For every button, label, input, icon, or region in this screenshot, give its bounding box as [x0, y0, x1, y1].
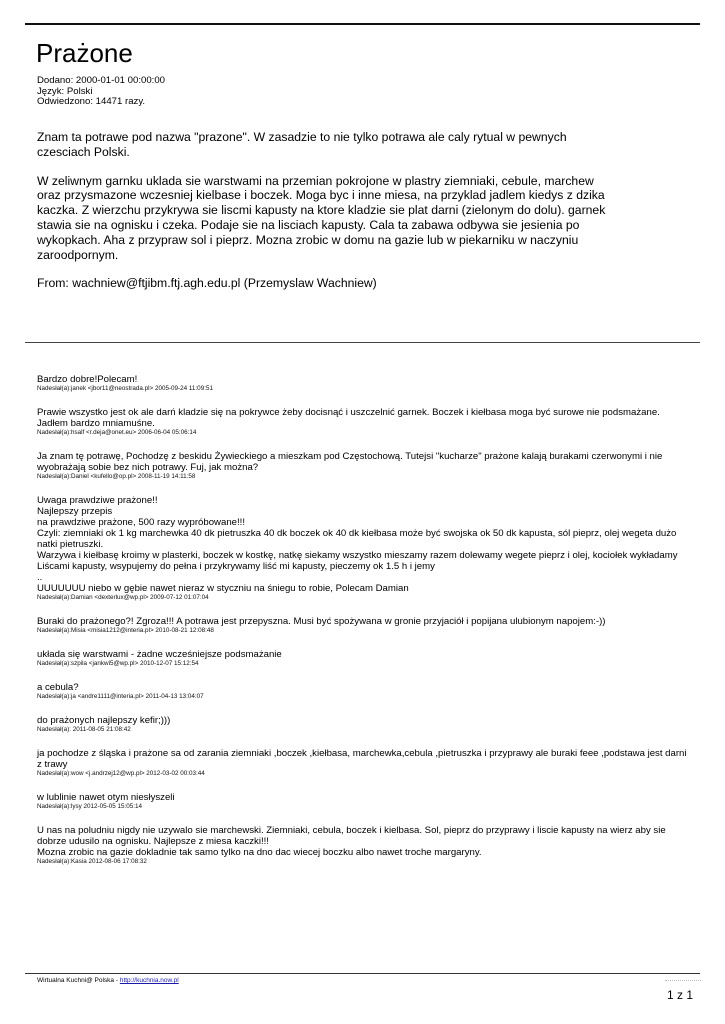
section-divider — [25, 342, 700, 343]
footer-rule — [25, 973, 700, 974]
page-counter: 1 z 1 — [666, 988, 693, 1002]
comment-text: a cebula? — [37, 682, 79, 693]
comment — [37, 715, 687, 734]
comment-author: Nadesłał(a):Kasia 2012-08-06 17:08:32 — [37, 858, 147, 865]
comment — [37, 792, 687, 811]
meta-visits: Odwiedzono: 14471 razy. — [37, 96, 146, 108]
comments-list — [37, 374, 687, 880]
comment — [37, 825, 687, 866]
comment-text: Ja znam tę potrawę, Pochodzę z beskidu Żywieckiego a mieszkam pod Częstochową. Tutejsi "kucharze" prażone kalają burakami czerwonymi i nie wyobrażają sobie bez nich potrawy. Fuj, jak można? — [37, 451, 663, 473]
comment-author: Nadesłał(a):janek <jbor11@neostrada.pl> 2005-09-24 11:09:51 — [37, 385, 213, 392]
footer-mark — [665, 980, 701, 981]
comment — [37, 649, 687, 668]
comment — [37, 616, 687, 635]
comment-text: ja pochodze z śląska i prażone sa od zarania ziemniaki ,boczek ,kiełbasa, marchewka,cebula ,pietruszka i przyprawy ale buraki feee ,podstawa jest darni z trawy — [37, 748, 687, 770]
comment — [37, 407, 687, 437]
comment — [37, 682, 687, 701]
comment-text: Prawie wszystko jest ok ale darń kladzie się na pokrywce żeby docisnąć i uszczelnić garnek. Boczek i kiełbasa moga być surowe nie podsmażane. Jadłem bardzo mniamuśne. — [37, 407, 660, 429]
footer-label: Wirtualna Kuchni@ Polska - — [37, 977, 120, 984]
recipe-body — [37, 130, 607, 305]
meta-added: Dodano: 2000-01-01 00:00:00 — [37, 75, 166, 86]
comment-text: U nas na poludniu nigdy nie uzywalo sie marchewski. Ziemniaki, cebula, boczek i kielbasa. Sol, pieprz do przyprawy i liscie kapusty na wierz aby sie dobrze udusilo na ognisku. Najlepsze z miesa kaczki!!! Mozna zrobic na gazie dokladnie tak samo tylko na dno dac wiecej boczku albo nawet troche margaryny. — [37, 825, 666, 858]
meta-language: Język: Polski — [37, 85, 93, 97]
comment — [37, 748, 687, 778]
footer — [37, 977, 179, 985]
comment-author: Nadesłał(a):Misia <misia1212@interia.pl> 2010-08-21 12:08:48 — [37, 627, 214, 634]
recipe-instructions: W zeliwnym garnku uklada sie warstwami na przemian pokrojone w plastry ziemniaki, cebule, marchew oraz przysmazone wczesniej kielbase i boczek. Moga byc i inne miesa, na przyklad jadlem kiedys z dzika kaczka. Z wierzchu przykrywa sie liscmi kapusty na ktore kladzie sie plat darni (zielonym do dolu). garnek stawia sie na ognisku i czeka. Podaje sie na lisciach kapusty. Cala ta zabawa odbywa sie jesienia po wykopkach. Aha z przypraw sol i pieprz. Mozna zrobic w domu na gazie lub w piekarniku w naczyniu zaroodpornym. — [37, 173, 606, 262]
comment-text: Bardzo dobre!Polecam! — [37, 374, 138, 385]
comment-text: Uwaga prawdziwe prażone!! Najlepszy przepis na prawdziwe prażone, 500 razy wypróbowane!!! Czyli: ziemniaki ok 1 kg marchewka 40 dk pietruszka 40 dk boczek ok 40 dk kiełbasa może być swojska ok 50 dk kapusta, sól pieprz, olej wegeta dużo natki pietruszki. Warzywa i kiełbasę kroimy w plasterki, boczek w kostkę, natkę siekamy wszystko mieszamy razem dolewamy wegete pieprz i olej, kociołek wykładamy Liścami kapusty, wsypujemy do pełna i przykrywamy liść mi kapusty, pieczemy ok 1.5 h i jemy .. UUUUUUU niebo w gębie nawet nieraz w styczniu na śniegu to robie, Polecam Damian — [37, 495, 678, 594]
comment-text: układa się warstwami - żadne wcześniejsze podsmażanie — [37, 649, 282, 660]
comment-author: Nadesłał(a):Daniel <kufello@op.pl> 2008-11-19 14:11:58 — [37, 473, 196, 480]
recipe-meta — [37, 76, 165, 108]
comment-text: w lublinie nawet otym niesłyszeli — [37, 792, 175, 803]
page-title: Prażone — [36, 38, 133, 68]
comment-author: Nadesłał(a): 2011-08-05 21:08:42 — [37, 726, 131, 733]
top-rule — [25, 23, 700, 25]
comment-text: Buraki do prażonego?! Zgroza!!! A potrawa jest przepyszna. Musi być spożywana w gronie przyjaciół i popijana ulubionym napojem:-)) — [37, 616, 606, 627]
recipe-source: From: wachniew@ftjibm.ftj.agh.edu.pl (Przemyslaw Wachniew) — [37, 276, 377, 291]
comment-author: Nadesłał(a):szpila <jankwi5@wp.pl> 2010-12-07 15:12:54 — [37, 660, 199, 667]
comment-author: Nadesłał(a):ja <andre1111@interia.pl> 2011-04-13 13:04:07 — [37, 693, 204, 700]
comment — [37, 451, 687, 481]
comment-author: Nadesłał(a):lysy 2012-05-05 15:05:14 — [37, 803, 143, 810]
comment-author: Nadesłał(a):hsalf <r.deja@onet.eu> 2006-06-04 05:06:14 — [37, 429, 197, 436]
comment-text: do prażonych najlepszy kefir;))) — [37, 715, 171, 726]
recipe-intro: Znam ta potrawe pod nazwa "prazone". W zasadzie to nie tylko potrawa ale caly rytual w pewnych czesciach Polski. — [37, 130, 567, 159]
comment — [37, 495, 687, 602]
comment-author: Nadesłał(a):wow <j.andrzej12@wp.pl> 2012-03-02 00:03:44 — [37, 770, 205, 777]
site-link[interactable]: http://kuchnia.now.pl — [119, 977, 179, 984]
comment-author: Nadesłał(a):Damian <dexterlux@wp.pl> 2009-07-12 01:07:04 — [37, 594, 209, 601]
comment — [37, 374, 687, 393]
